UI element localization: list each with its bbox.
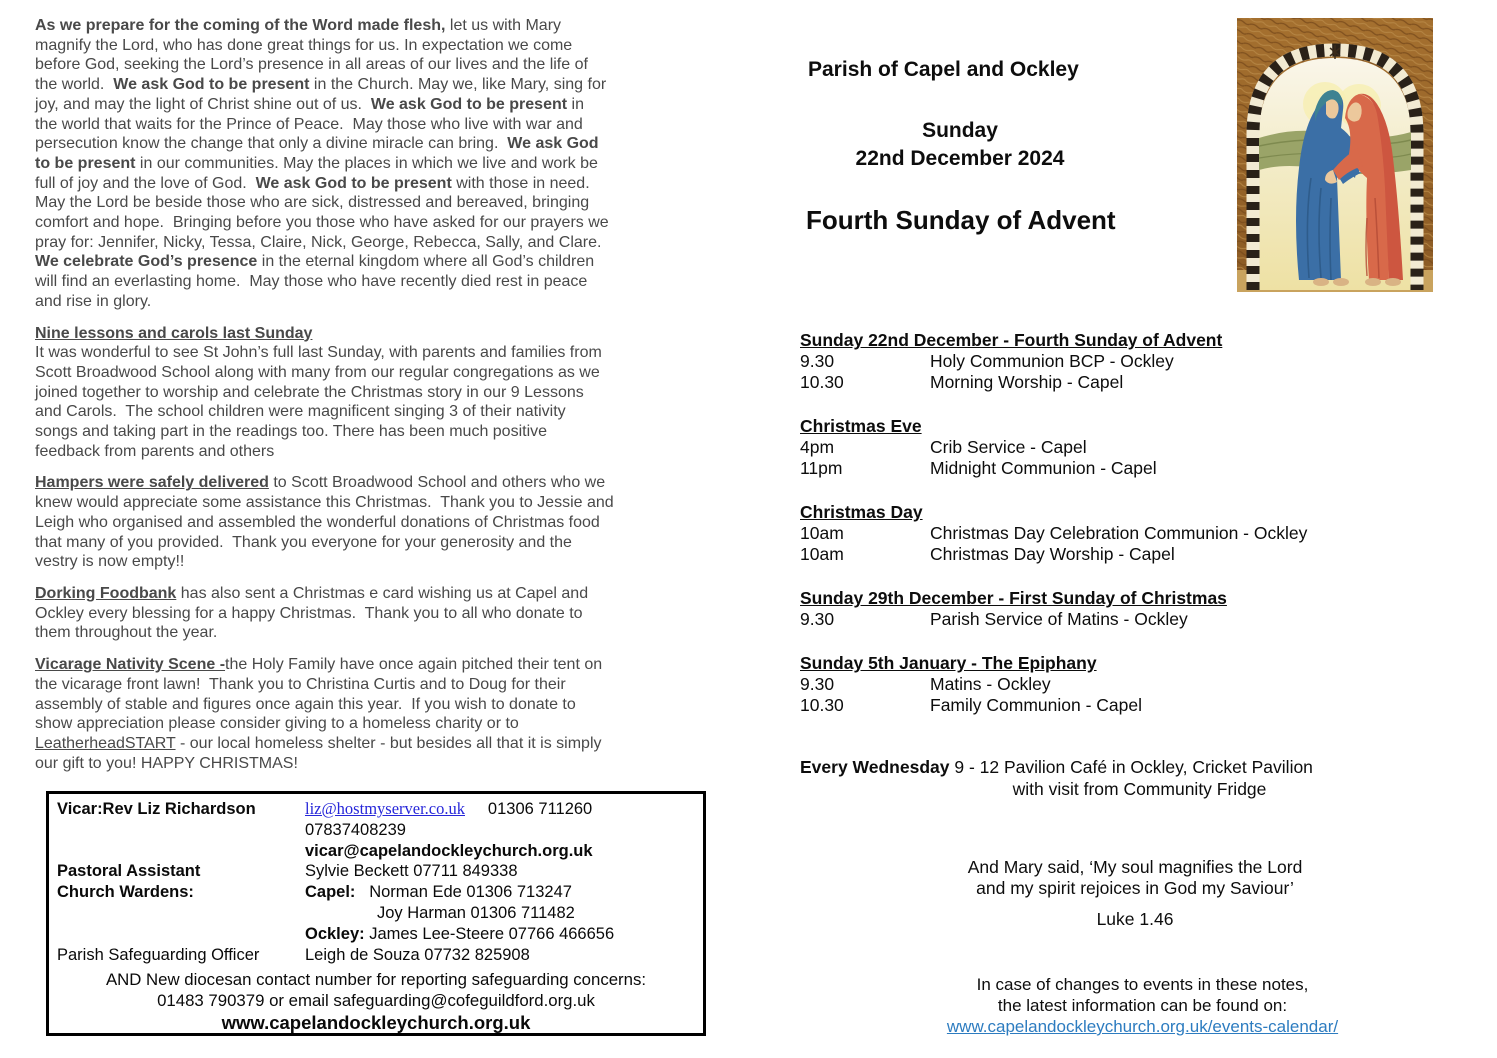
text-line — [35, 552, 735, 572]
page-subtitle: Fourth Sunday of Advent — [806, 205, 1116, 235]
service-description: Family Communion - Capel — [930, 695, 1143, 715]
text-run: and rise in glory. — [35, 292, 152, 310]
text-line — [35, 714, 735, 734]
text-line — [35, 402, 735, 422]
text-run: that many of you provided. Thank you everyone for your generosity and the — [35, 533, 572, 551]
service-row — [800, 372, 1385, 393]
text-run: Vicarage Nativity Scene - — [35, 656, 226, 674]
left-column — [35, 16, 735, 785]
text-run: feedback from parents and others — [35, 442, 275, 460]
text-line — [35, 734, 735, 754]
text-run: We ask God to be present — [255, 174, 452, 192]
text-run: the vicarage front lawn! Thank you to Christina Curtis and to Doug for their — [35, 675, 566, 693]
contact-row — [57, 924, 695, 945]
text-line — [35, 95, 735, 115]
service-description: Morning Worship - Capel — [930, 372, 1124, 392]
text-run: with those in need. — [451, 174, 590, 192]
service-description: Christmas Day Worship - Capel — [930, 544, 1175, 564]
paragraph — [35, 473, 735, 572]
contact-label: Church Wardens: — [57, 883, 194, 902]
text-run: let us with Mary — [445, 17, 562, 34]
text-run: will find an everlasting home. May those who have recently died rest in peace — [35, 273, 588, 291]
service-group — [800, 652, 1385, 716]
contact-row — [57, 820, 695, 841]
text-run: in the eternal kingdom where all God’s children — [257, 253, 595, 271]
service-group — [800, 501, 1385, 565]
text-run: in our communities. May the places in which we live and work be — [135, 154, 598, 172]
text-run: magnify the Lord, who has done great things for us. In expectation we come — [35, 36, 573, 54]
scripture-quote — [800, 857, 1385, 930]
text-line — [35, 655, 735, 675]
contact-row — [57, 945, 695, 966]
email-link[interactable]: liz@hostmyserver.co.uk — [305, 799, 465, 818]
text-line — [35, 75, 735, 95]
text-line — [35, 754, 735, 774]
text-run: 07837408239 — [305, 820, 406, 839]
events-notice — [800, 974, 1385, 1037]
service-description: Midnight Communion - Capel — [930, 458, 1157, 478]
text-run: them throughout the year. — [35, 624, 218, 642]
text-run: Nine lessons and carols last Sunday — [35, 324, 313, 342]
text-run: Norman Ede 01306 713247 — [355, 883, 572, 902]
service-time: 10.30 — [800, 695, 844, 715]
text-line — [35, 213, 735, 233]
text-run: joined together to worship and celebrate the Christmas story in our 9 Lessons — [35, 383, 584, 401]
contact-footer-line: 01483 790379 or email safeguarding@cofeguildford.org.uk — [157, 991, 595, 1011]
text-run: Leigh de Souza 07732 825908 — [305, 945, 530, 964]
text-line — [35, 16, 735, 36]
contact-footer — [57, 969, 695, 1034]
text-run: joy, and may the light of Christ shine out of us. — [35, 95, 371, 113]
service-time: 9.30 — [800, 609, 835, 629]
contact-value — [305, 820, 695, 841]
service-group — [800, 415, 1385, 479]
text-run: Capel: — [305, 883, 356, 902]
weekly-details: 9 - 12 Pavilion Café in Ockley, Cricket Pavilion — [949, 757, 1313, 777]
text-run: - our local homeless shelter - but besides all that it is simply — [175, 734, 602, 752]
contact-box — [46, 791, 706, 1036]
service-row — [800, 609, 1385, 630]
paragraph — [35, 655, 735, 773]
weekly-line1 — [800, 757, 1385, 779]
text-line — [35, 473, 735, 493]
contact-value — [305, 841, 695, 862]
text-run: to Scott Broadwood School and others who we — [268, 474, 606, 492]
service-group — [800, 329, 1385, 393]
text-run: the world. — [35, 76, 114, 94]
text-run: assembly of stable and figures once again this year. If you wish to donate to — [35, 695, 576, 713]
text-line — [35, 383, 735, 403]
date-day: Sunday — [922, 119, 998, 142]
service-row — [800, 351, 1385, 372]
contact-row — [57, 861, 695, 882]
text-run: James Lee-Steere 07766 466656 — [364, 924, 615, 943]
text-line — [35, 442, 735, 462]
text-run: comfort and hope. Bringing before you those who have asked for our prayers we — [35, 214, 609, 232]
service-time: 10am — [800, 523, 844, 543]
service-time: 9.30 — [800, 674, 835, 694]
quote-line2: and my spirit rejoices in God my Saviour’ — [976, 878, 1294, 898]
text-line — [35, 695, 735, 715]
weekly-line2: with visit from Community Fridge — [1012, 778, 1267, 799]
text-run: and Carols. The school children were magnificent singing 3 of their nativity — [35, 403, 566, 421]
text-run: We ask God — [507, 135, 599, 153]
text-run: vestry is now empty!! — [35, 553, 185, 571]
text-line — [35, 363, 735, 383]
service-row — [800, 674, 1385, 695]
text-run: Ockley: — [305, 924, 365, 943]
text-run: to be present — [35, 154, 136, 172]
text-run: It was wonderful to see St John’s full last Sunday, with parents and families from — [35, 344, 602, 362]
service-row — [800, 523, 1385, 544]
text-line — [35, 675, 735, 695]
quote-line1: And Mary said, ‘My soul magnifies the Lord — [967, 857, 1303, 877]
service-group-heading: Christmas Eve — [800, 416, 922, 436]
service-group-heading: Sunday 29th December - First Sunday of Christmas — [800, 588, 1227, 608]
text-run: May the Lord be beside those who are sick, distressed and bereaved, bringing — [35, 194, 590, 212]
text-line — [35, 233, 735, 253]
contact-row — [57, 799, 695, 820]
parish-title: Parish of Capel and Ockley — [808, 58, 1079, 81]
text-run: pray for: Jennifer, Nicky, Tessa, Claire, Nick, George, Rebecca, Sally, and Clare. — [35, 233, 602, 251]
text-run: before God, seeking the Lord’s presence in all areas of our lives and the life of — [35, 56, 588, 74]
date-full: 22nd December 2024 — [855, 147, 1065, 170]
service-description: Matins - Ockley — [930, 674, 1051, 694]
service-time: 9.30 — [800, 351, 835, 371]
text-run: in — [567, 95, 584, 113]
service-row — [800, 544, 1385, 565]
text-line — [35, 513, 735, 533]
text-line — [35, 584, 735, 604]
contact-rows — [57, 799, 695, 965]
service-description: Christmas Day Celebration Communion - Ockley — [930, 523, 1308, 543]
text-line — [35, 154, 735, 174]
text-run: We ask God to be present — [113, 76, 310, 94]
text-run: songs and taking part in the readings too. There has been much positive — [35, 423, 548, 441]
text-line — [35, 493, 735, 513]
service-group-heading: Sunday 5th January - The Epiphany — [800, 653, 1097, 673]
text-run: full of joy and the love of God. — [35, 174, 256, 192]
contact-label: Pastoral Assistant — [57, 862, 201, 881]
service-description: Crib Service - Capel — [930, 437, 1087, 457]
service-time: 4pm — [800, 437, 835, 457]
contact-label — [57, 903, 305, 924]
text-run: Leigh who organised and assembled the wonderful donations of Christmas food — [35, 513, 600, 531]
text-run: As we prepare for the coming of the Word made flesh, — [35, 17, 446, 34]
service-row — [800, 695, 1385, 716]
service-row — [800, 458, 1385, 479]
service-description: Parish Service of Matins - Ockley — [930, 609, 1188, 629]
contact-row — [57, 903, 695, 924]
text-line — [35, 272, 735, 292]
visitation-artwork — [1237, 18, 1433, 303]
service-group — [800, 587, 1385, 630]
text-run: Dorking Foodbank — [35, 584, 177, 602]
text-run: show appreciation please consider giving to a homeless charity or to — [35, 715, 519, 733]
text-run: LeatherheadSTART — [35, 734, 176, 752]
text-line — [35, 134, 735, 154]
contact-value — [305, 882, 695, 903]
contact-value — [305, 861, 695, 882]
text-line — [35, 55, 735, 75]
text-run: knew would appreciate some assistance this Christmas. Thank you to Jessie and — [35, 494, 614, 512]
paragraph — [35, 16, 735, 312]
text-run: Ockley every blessing for a happy Christmas. Thank you to all who donate to — [35, 604, 583, 622]
quote-reference: Luke 1.46 — [1096, 909, 1174, 929]
text-line — [35, 292, 735, 312]
contact-label — [57, 841, 305, 862]
text-run: Hampers were safely delivered — [35, 474, 269, 492]
notice-line2: the latest information can be found on: — [997, 996, 1288, 1015]
text-run: the Holy Family have once again pitched their tent on — [225, 656, 603, 674]
text-run: Sylvie Beckett 07711 849338 — [305, 862, 518, 881]
contact-label: Vicar:Rev Liz Richardson — [57, 800, 256, 818]
text-run: We celebrate God’s presence — [35, 253, 258, 271]
text-run: vicar@capelandockleychurch.org.uk — [305, 841, 593, 860]
date-block — [810, 117, 1110, 173]
weekly-event — [800, 757, 1385, 800]
text-run: has also sent a Christmas e card wishing us at Capel and — [176, 584, 589, 602]
service-row — [800, 437, 1385, 458]
text-line — [35, 36, 735, 56]
text-line — [35, 174, 735, 194]
service-description: Holy Communion BCP - Ockley — [930, 351, 1174, 371]
text-run: persecution know the change that only a divine miracle can bring. — [35, 135, 508, 153]
text-line — [35, 343, 735, 363]
contact-label — [57, 820, 305, 841]
contact-value — [305, 799, 695, 820]
text-line — [35, 252, 735, 272]
service-group-heading: Sunday 22nd December - Fourth Sunday of Advent — [800, 330, 1223, 350]
contact-row — [57, 882, 695, 903]
text-line — [35, 115, 735, 135]
paragraph — [35, 584, 735, 643]
text-run: 01306 711260 — [465, 800, 593, 818]
contact-label — [57, 924, 305, 945]
text-line — [35, 604, 735, 624]
text-run: We ask God to be present — [370, 95, 568, 113]
text-line — [35, 422, 735, 442]
text-run: our gift to you! HAPPY CHRISTMAS! — [35, 754, 298, 772]
service-time: 10am — [800, 544, 844, 564]
visitation-illustration — [1237, 18, 1433, 303]
service-time: 11pm — [800, 458, 843, 478]
events-calendar-link[interactable]: www.capelandockleychurch.org.uk/events-calendar/ — [946, 1017, 1339, 1036]
text-line — [35, 324, 735, 344]
contact-footer-line: AND New diocesan contact number for reporting safeguarding concerns: — [105, 970, 647, 990]
text-line — [35, 193, 735, 213]
contact-value — [305, 924, 695, 945]
notice-line1: In case of changes to events in these notes, — [976, 975, 1309, 994]
text-run: the world that waits for the Prince of Peace. May those who live with war and — [35, 115, 583, 133]
service-time: 10.30 — [800, 372, 844, 392]
contact-row — [57, 841, 695, 862]
paragraph — [35, 324, 735, 462]
text-line — [35, 623, 735, 643]
contact-value — [305, 903, 695, 924]
service-schedule — [800, 329, 1385, 716]
text-run: in the Church. May we, like Mary, sing for — [309, 76, 607, 94]
weekly-day: Every Wednesday — [800, 757, 950, 777]
text-line — [35, 533, 735, 553]
contact-footer-line: www.capelandockleychurch.org.uk — [221, 1012, 531, 1034]
service-group-heading: Christmas Day — [800, 502, 923, 522]
contact-value — [305, 945, 695, 966]
text-run: Joy Harman 01306 711482 — [377, 903, 575, 922]
contact-label: Parish Safeguarding Officer — [57, 945, 260, 964]
text-run: Scott Broadwood School along with many from our regular congregations as we — [35, 363, 600, 381]
